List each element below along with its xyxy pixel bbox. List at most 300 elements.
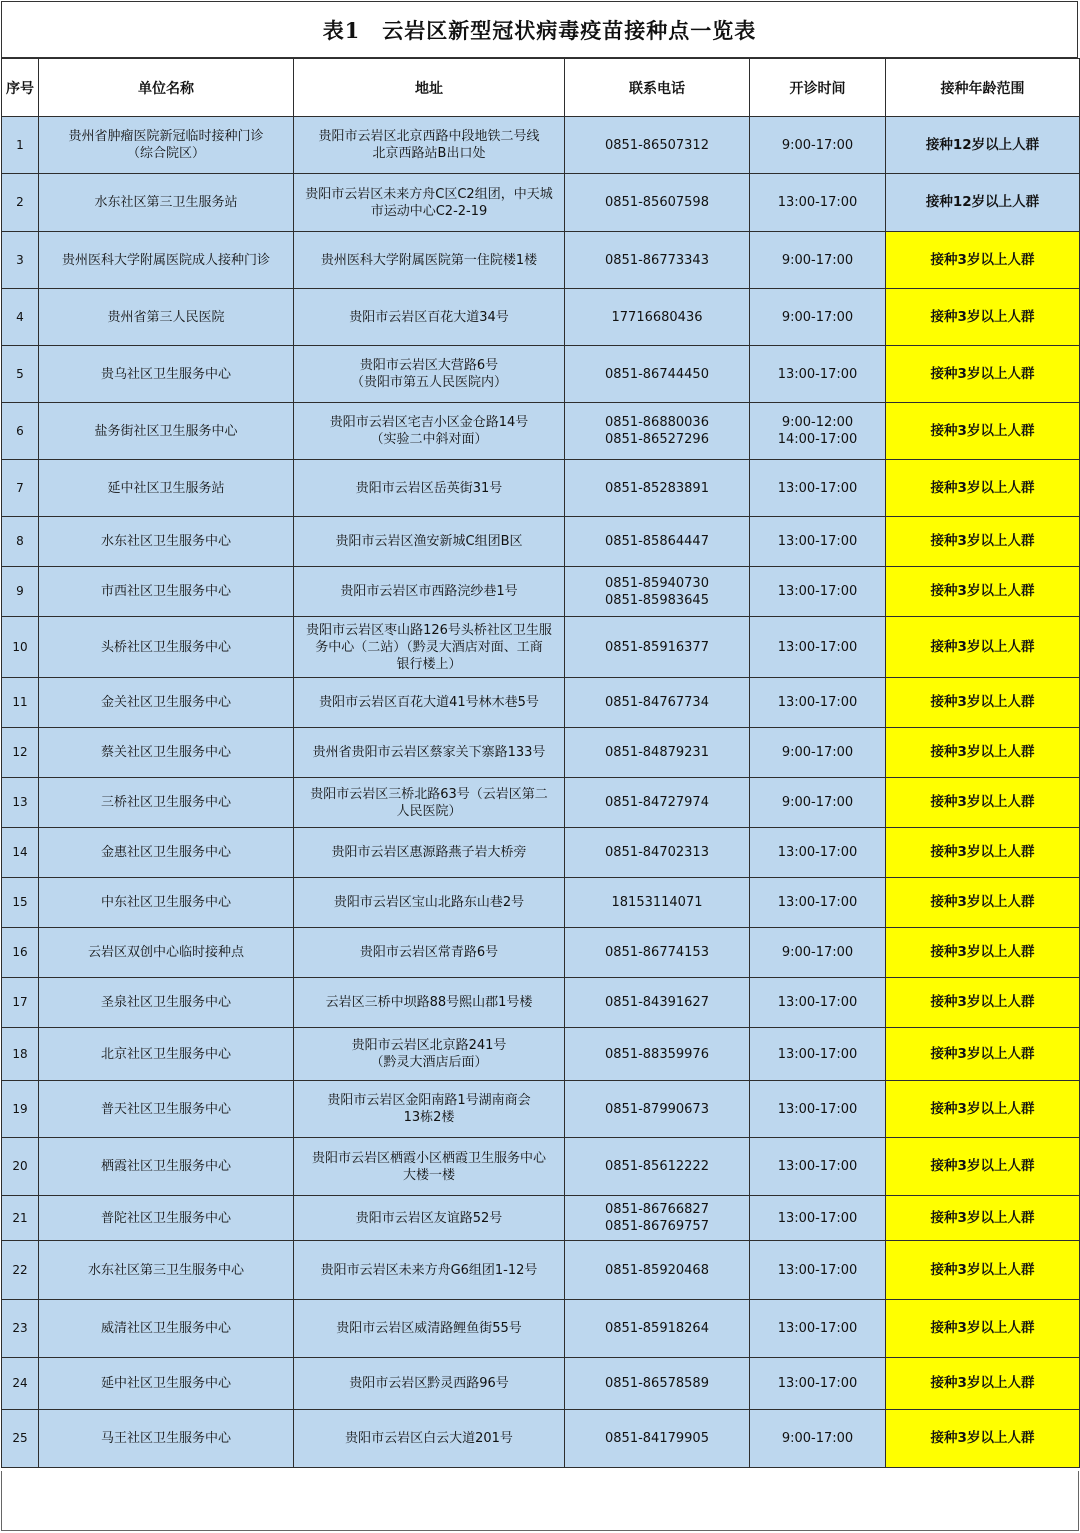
cell-age-range: 接种3岁以上人群 <box>886 1410 1080 1468</box>
cell-unit-name-line: 云岩区双创中心临时接种点 <box>87 945 244 960</box>
cell-address <box>294 289 565 346</box>
cell-seq: 2 <box>2 174 39 232</box>
cell-address-line: 贵州医科大学附属医院第一住院楼1楼 <box>320 252 538 268</box>
cell-address <box>294 828 565 878</box>
cell-phone-line: 0851-84727974 <box>605 795 709 810</box>
cell-address <box>294 460 565 517</box>
cell-unit-name-line: 圣泉社区卫生服务中心 <box>100 995 231 1010</box>
cell-hours-line: 13:00-17:00 <box>777 195 858 210</box>
cell-seq: 21 <box>2 1196 39 1241</box>
cell-unit-name-line: 水东社区卫生服务中心 <box>100 534 231 549</box>
cell-seq: 14 <box>2 828 39 878</box>
cell-phone <box>565 778 750 828</box>
cell-phone-line: 0851-84702313 <box>605 845 709 860</box>
cell-seq: 22 <box>2 1241 39 1300</box>
header-phone: 联系电话 <box>565 59 750 117</box>
cell-address-line: 银行楼上） <box>396 656 462 672</box>
table-row <box>2 517 1080 567</box>
cell-seq: 24 <box>2 1358 39 1410</box>
cell-unit-name-line: 延中社区卫生服务站 <box>107 480 225 496</box>
cell-unit-name-line: 北京社区卫生服务中心 <box>100 1046 231 1062</box>
cell-seq: 8 <box>2 517 39 567</box>
cell-phone <box>565 460 750 517</box>
cell-unit-name <box>39 460 294 517</box>
cell-address-line: 贵阳市云岩区北京西路中段地铁二号线 <box>318 129 540 144</box>
cell-address-line: 人民医院） <box>396 803 462 819</box>
cell-phone-line: 0851-86507312 <box>605 137 709 153</box>
cell-hours <box>750 828 886 878</box>
cell-address <box>294 1410 565 1468</box>
cell-unit-name-line: 金关社区卫生服务中心 <box>100 695 231 710</box>
cell-hours <box>750 117 886 174</box>
cell-address-line: 贵阳市云岩区市西路浣纱巷1号 <box>340 584 518 599</box>
cell-phone-line: 0851-86880036 <box>605 415 709 430</box>
cell-phone <box>565 117 750 174</box>
cell-address-line: 贵州省贵阳市云岩区蔡家关下寨路133号 <box>312 745 546 760</box>
cell-unit-name <box>39 728 294 778</box>
cell-address-line: 贵阳市云岩区未来方舟G6组团1-12号 <box>320 1262 538 1278</box>
cell-hours-line: 13:00-17:00 <box>777 1046 858 1062</box>
table-row <box>2 232 1080 289</box>
cell-hours-line: 13:00-17:00 <box>777 584 858 599</box>
cell-address <box>294 728 565 778</box>
cell-unit-name <box>39 517 294 567</box>
cell-address-line: 贵阳市云岩区常青路6号 <box>359 945 499 960</box>
cell-hours-line: 9:00-17:00 <box>781 309 854 325</box>
cell-phone-line: 0851-85607598 <box>605 195 709 210</box>
cell-hours-line: 13:00-17:00 <box>777 1159 858 1174</box>
cell-phone <box>565 1196 750 1241</box>
table-row <box>2 1358 1080 1410</box>
cell-address-line: 贵阳市云岩区惠源路燕子岩大桥旁 <box>331 845 527 860</box>
table-row <box>2 1300 1080 1358</box>
cell-phone <box>565 1241 750 1300</box>
cell-address-line: 贵阳市云岩区宝山北路东山巷2号 <box>333 895 525 910</box>
cell-address <box>294 1196 565 1241</box>
cell-address <box>294 778 565 828</box>
cell-unit-name-line: 水东社区第三卫生服务中心 <box>87 1262 244 1278</box>
cell-phone <box>565 1028 750 1081</box>
cell-unit-name <box>39 1138 294 1196</box>
cell-unit-name-line: 贵州医科大学附属医院成人接种门诊 <box>61 252 270 268</box>
cell-unit-name-line: 马王社区卫生服务中心 <box>100 1431 231 1446</box>
cell-unit-name-line: 水东社区第三卫生服务站 <box>94 195 238 210</box>
cell-address <box>294 978 565 1028</box>
cell-unit-name-line: 盐务街社区卫生服务中心 <box>94 423 238 439</box>
cell-seq: 9 <box>2 567 39 617</box>
cell-age-range: 接种3岁以上人群 <box>886 828 1080 878</box>
cell-hours <box>750 567 886 617</box>
cell-hours-line: 9:00-17:00 <box>781 1431 854 1446</box>
cell-age-range: 接种3岁以上人群 <box>886 460 1080 517</box>
cell-hours-line: 13:00-17:00 <box>777 1262 858 1278</box>
cell-unit-name <box>39 978 294 1028</box>
cell-unit-name <box>39 346 294 403</box>
table-body <box>2 117 1080 1468</box>
cell-address-line: 贵阳市云岩区未来方舟C区C2组团，中天城 <box>305 186 553 202</box>
cell-hours <box>750 1028 886 1081</box>
table-row <box>2 1196 1080 1241</box>
cell-address-line: 务中心（二站）（黔灵大酒店对面、工商 <box>315 639 543 655</box>
cell-address <box>294 1300 565 1358</box>
table-title: 表1 云岩区新型冠状病毒疫苗接种点一览表 <box>1 1 1078 58</box>
table-row <box>2 678 1080 728</box>
cell-phone <box>565 403 750 460</box>
cell-phone-line: 0851-86527296 <box>605 432 709 447</box>
cell-phone-line: 0851-84879231 <box>605 745 709 760</box>
cell-seq: 23 <box>2 1300 39 1358</box>
cell-hours <box>750 1081 886 1138</box>
cell-phone-line: 0851-85940730 <box>605 575 709 591</box>
cell-age-range: 接种3岁以上人群 <box>886 728 1080 778</box>
cell-address <box>294 346 565 403</box>
cell-address-line: 贵阳市云岩区友谊路52号 <box>355 1210 503 1226</box>
table-row <box>2 117 1080 174</box>
cell-seq: 5 <box>2 346 39 403</box>
cell-hours-line: 13:00-17:00 <box>777 995 858 1010</box>
cell-hours <box>750 1241 886 1300</box>
cell-phone <box>565 517 750 567</box>
cell-age-range: 接种3岁以上人群 <box>886 1081 1080 1138</box>
cell-hours <box>750 346 886 403</box>
cell-phone <box>565 828 750 878</box>
cell-address-line: 贵阳市云岩区渔安新城C组团B区 <box>335 534 523 549</box>
cell-hours-line: 13:00-17:00 <box>777 480 858 496</box>
cell-hours <box>750 928 886 978</box>
cell-age-range: 接种3岁以上人群 <box>886 978 1080 1028</box>
table-row <box>2 928 1080 978</box>
table-row <box>2 828 1080 878</box>
cell-phone <box>565 728 750 778</box>
table-row <box>2 174 1080 232</box>
cell-phone <box>565 617 750 678</box>
cell-address-line: 贵阳市云岩区枣山路126号头桥社区卫生服 <box>306 622 552 638</box>
cell-address-line: 市运动中心C2-2-19 <box>370 203 488 219</box>
cell-phone-line: 0851-88359976 <box>605 1046 709 1062</box>
cell-hours-line: 9:00-17:00 <box>781 137 854 153</box>
cell-unit-name-line: 三桥社区卫生服务中心 <box>100 795 231 810</box>
cell-phone-line: 0851-85918264 <box>605 1321 709 1336</box>
table-row <box>2 1028 1080 1081</box>
cell-phone <box>565 1138 750 1196</box>
table-row <box>2 1410 1080 1468</box>
cell-phone-line: 0851-85612222 <box>605 1159 709 1174</box>
cell-address <box>294 928 565 978</box>
cell-hours <box>750 978 886 1028</box>
cell-age-range: 接种3岁以上人群 <box>886 1358 1080 1410</box>
cell-unit-name <box>39 403 294 460</box>
cell-phone <box>565 1410 750 1468</box>
cell-hours <box>750 403 886 460</box>
cell-seq: 20 <box>2 1138 39 1196</box>
header-address: 地址 <box>294 59 565 117</box>
table-row <box>2 778 1080 828</box>
cell-phone <box>565 1081 750 1138</box>
cell-hours-line: 9:00-17:00 <box>781 795 854 810</box>
cell-unit-name <box>39 678 294 728</box>
cell-seq: 1 <box>2 117 39 174</box>
cell-unit-name <box>39 174 294 232</box>
cell-address-line: 云岩区三桥中坝路88号熙山郡1号楼 <box>325 995 533 1010</box>
cell-seq: 17 <box>2 978 39 1028</box>
cell-seq: 15 <box>2 878 39 928</box>
cell-phone-line: 0851-84179905 <box>605 1431 709 1446</box>
cell-unit-name <box>39 289 294 346</box>
cell-unit-name <box>39 1196 294 1241</box>
cell-seq: 11 <box>2 678 39 728</box>
cell-age-range: 接种3岁以上人群 <box>886 678 1080 728</box>
cell-phone-line: 0851-86766827 <box>605 1202 709 1217</box>
cell-address-line: 贵阳市云岩区百花大道34号 <box>349 309 509 325</box>
cell-phone-line: 0851-87990673 <box>605 1101 709 1117</box>
cell-address <box>294 567 565 617</box>
cell-hours <box>750 1410 886 1468</box>
cell-address <box>294 678 565 728</box>
cell-address-line: 贵阳市云岩区岳英街31号 <box>355 480 503 496</box>
cell-phone-line: 0851-86773343 <box>605 252 709 268</box>
cell-address-line: （实验二中斜对面） <box>370 432 488 447</box>
table-row <box>2 1138 1080 1196</box>
cell-seq: 19 <box>2 1081 39 1138</box>
cell-age-range: 接种12岁以上人群 <box>886 174 1080 232</box>
cell-seq: 18 <box>2 1028 39 1081</box>
cell-hours <box>750 1300 886 1358</box>
cell-hours-line: 13:00-17:00 <box>777 895 858 910</box>
cell-address-line: 贵阳市云岩区宅吉小区金仓路14号 <box>329 415 529 430</box>
cell-unit-name-line: 普陀社区卫生服务中心 <box>100 1210 231 1226</box>
cell-age-range: 接种3岁以上人群 <box>886 617 1080 678</box>
cell-hours-line: 14:00-17:00 <box>777 432 858 447</box>
cell-age-range: 接种3岁以上人群 <box>886 346 1080 403</box>
cell-seq: 13 <box>2 778 39 828</box>
cell-hours-line: 9:00-17:00 <box>781 745 854 760</box>
cell-age-range: 接种3岁以上人群 <box>886 567 1080 617</box>
table-row <box>2 978 1080 1028</box>
cell-unit-name <box>39 1358 294 1410</box>
cell-hours <box>750 1196 886 1241</box>
cell-address <box>294 1028 565 1081</box>
cell-address-line: 贵阳市云岩区三桥北路63号（云岩区第二 <box>310 786 548 802</box>
cell-phone <box>565 1358 750 1410</box>
cell-phone-line: 0851-84767734 <box>605 695 709 710</box>
cell-unit-name <box>39 1300 294 1358</box>
vaccination-sites-table <box>1 58 1080 1468</box>
cell-address <box>294 232 565 289</box>
cell-phone-line: 0851-86744450 <box>605 366 709 382</box>
cell-age-range: 接种3岁以上人群 <box>886 1138 1080 1196</box>
cell-phone-line: 0851-85916377 <box>605 639 709 655</box>
cell-hours-line: 13:00-17:00 <box>777 1101 858 1117</box>
cell-phone-line: 0851-86774153 <box>605 945 709 960</box>
cell-address <box>294 1358 565 1410</box>
cell-hours <box>750 289 886 346</box>
cell-hours-line: 9:00-17:00 <box>781 945 854 960</box>
cell-unit-name <box>39 878 294 928</box>
cell-hours <box>750 617 886 678</box>
cell-address-line: 北京西路站B出口处 <box>372 146 486 161</box>
cell-hours-line: 13:00-17:00 <box>777 366 858 382</box>
cell-age-range: 接种3岁以上人群 <box>886 232 1080 289</box>
cell-hours-line: 13:00-17:00 <box>777 695 858 710</box>
cell-unit-name-line: 金惠社区卫生服务中心 <box>100 845 231 860</box>
table-row <box>2 567 1080 617</box>
cell-seq: 12 <box>2 728 39 778</box>
cell-hours-line: 13:00-17:00 <box>777 845 858 860</box>
cell-unit-name-line: 中东社区卫生服务中心 <box>100 895 231 910</box>
cell-hours-line: 13:00-17:00 <box>777 534 858 549</box>
blank-footer <box>1 1471 1079 1531</box>
cell-phone <box>565 928 750 978</box>
table-row <box>2 460 1080 517</box>
cell-hours <box>750 878 886 928</box>
cell-unit-name-line: 市西社区卫生服务中心 <box>100 584 231 599</box>
table-row <box>2 617 1080 678</box>
cell-hours-line: 9:00-17:00 <box>781 252 854 268</box>
header-row <box>2 59 1080 117</box>
header-unit-name: 单位名称 <box>39 59 294 117</box>
cell-unit-name <box>39 828 294 878</box>
cell-phone-line: 17716680436 <box>611 309 703 325</box>
cell-address-line: 贵阳市云岩区百花大道41号林木巷5号 <box>319 695 539 710</box>
cell-unit-name <box>39 232 294 289</box>
cell-unit-name-line: 贵州省第三人民医院 <box>107 309 225 325</box>
cell-address-line: 贵阳市云岩区白云大道201号 <box>345 1431 513 1446</box>
cell-unit-name <box>39 567 294 617</box>
cell-phone-line: 0851-85864447 <box>605 534 709 549</box>
cell-unit-name <box>39 617 294 678</box>
cell-hours <box>750 1138 886 1196</box>
cell-unit-name-line: （综合院区） <box>126 146 205 161</box>
cell-phone <box>565 678 750 728</box>
cell-seq: 6 <box>2 403 39 460</box>
cell-unit-name-line: 普天社区卫生服务中心 <box>100 1101 231 1117</box>
cell-age-range: 接种3岁以上人群 <box>886 1241 1080 1300</box>
cell-address <box>294 878 565 928</box>
cell-hours-line: 13:00-17:00 <box>777 1210 858 1226</box>
cell-unit-name-line: 栖霞社区卫生服务中心 <box>100 1159 231 1174</box>
cell-phone <box>565 978 750 1028</box>
cell-age-range: 接种3岁以上人群 <box>886 403 1080 460</box>
cell-hours <box>750 728 886 778</box>
header-seq: 序号 <box>2 59 39 117</box>
cell-phone <box>565 878 750 928</box>
cell-address-line: 贵阳市云岩区金阳南路1号湖南商会 <box>327 1093 531 1108</box>
cell-phone <box>565 1300 750 1358</box>
cell-hours <box>750 778 886 828</box>
table-row <box>2 403 1080 460</box>
cell-hours <box>750 174 886 232</box>
cell-age-range: 接种3岁以上人群 <box>886 778 1080 828</box>
cell-unit-name-line: 威清社区卫生服务中心 <box>100 1321 231 1336</box>
cell-unit-name-line: 贵州省肿瘤医院新冠临时接种门诊 <box>68 129 264 144</box>
table-row <box>2 1081 1080 1138</box>
cell-unit-name-line: 延中社区卫生服务中心 <box>100 1376 231 1391</box>
table-row <box>2 289 1080 346</box>
cell-address <box>294 617 565 678</box>
cell-address <box>294 1241 565 1300</box>
cell-unit-name-line: 蔡关社区卫生服务中心 <box>100 745 231 760</box>
cell-address <box>294 1138 565 1196</box>
cell-seq: 7 <box>2 460 39 517</box>
cell-phone-line: 0851-85283891 <box>605 480 709 496</box>
cell-unit-name <box>39 1081 294 1138</box>
cell-address-line: 13栋2楼 <box>403 1110 455 1125</box>
cell-hours-line: 13:00-17:00 <box>777 1376 858 1391</box>
cell-phone-line: 0851-85983645 <box>605 592 709 608</box>
cell-unit-name-line: 贵乌社区卫生服务中心 <box>100 366 231 382</box>
cell-address-line: 贵阳市云岩区威清路鲤鱼街55号 <box>336 1321 522 1336</box>
cell-age-range: 接种3岁以上人群 <box>886 1028 1080 1081</box>
cell-phone <box>565 346 750 403</box>
cell-hours-line: 9:00-12:00 <box>781 415 854 430</box>
cell-age-range: 接种3岁以上人群 <box>886 878 1080 928</box>
cell-unit-name <box>39 1241 294 1300</box>
cell-phone <box>565 232 750 289</box>
cell-unit-name <box>39 778 294 828</box>
cell-unit-name <box>39 117 294 174</box>
cell-hours <box>750 1358 886 1410</box>
table-row <box>2 878 1080 928</box>
cell-phone <box>565 289 750 346</box>
cell-seq: 25 <box>2 1410 39 1468</box>
cell-age-range: 接种3岁以上人群 <box>886 928 1080 978</box>
cell-hours <box>750 517 886 567</box>
cell-address-line: 贵阳市云岩区黔灵西路96号 <box>349 1376 509 1391</box>
cell-age-range: 接种3岁以上人群 <box>886 517 1080 567</box>
cell-phone-line: 0851-86769757 <box>605 1219 709 1234</box>
cell-seq: 3 <box>2 232 39 289</box>
cell-address <box>294 174 565 232</box>
cell-hours <box>750 232 886 289</box>
cell-address-line: 贵阳市云岩区大营路6号 <box>359 358 499 373</box>
header-age-range: 接种年龄范围 <box>886 59 1080 117</box>
cell-hours-line: 13:00-17:00 <box>777 1321 858 1336</box>
header-hours: 开诊时间 <box>750 59 886 117</box>
cell-address-line: 贵阳市云岩区北京路241号 <box>351 1038 507 1053</box>
cell-phone-line: 18153114071 <box>611 895 703 910</box>
table-row <box>2 1241 1080 1300</box>
cell-address <box>294 1081 565 1138</box>
cell-unit-name-line: 头桥社区卫生服务中心 <box>100 639 231 655</box>
cell-address-line: （黔灵大酒店后面） <box>370 1055 488 1070</box>
cell-age-range: 接种3岁以上人群 <box>886 1196 1080 1241</box>
cell-hours-line: 13:00-17:00 <box>777 639 858 655</box>
cell-unit-name <box>39 1410 294 1468</box>
cell-address <box>294 117 565 174</box>
cell-phone-line: 0851-84391627 <box>605 995 709 1010</box>
cell-hours <box>750 460 886 517</box>
cell-address <box>294 517 565 567</box>
cell-address-line: 大楼一楼 <box>402 1167 455 1183</box>
cell-age-range: 接种3岁以上人群 <box>886 289 1080 346</box>
cell-unit-name <box>39 928 294 978</box>
cell-phone <box>565 174 750 232</box>
cell-age-range: 接种12岁以上人群 <box>886 117 1080 174</box>
cell-address <box>294 403 565 460</box>
cell-phone <box>565 567 750 617</box>
cell-seq: 16 <box>2 928 39 978</box>
cell-phone-line: 0851-85920468 <box>605 1262 709 1278</box>
cell-seq: 10 <box>2 617 39 678</box>
cell-age-range: 接种3岁以上人群 <box>886 1300 1080 1358</box>
cell-address-line: 贵阳市云岩区栖霞小区栖霞卫生服务中心 <box>311 1150 546 1166</box>
cell-address-line: （贵阳市第五人民医院内） <box>350 375 507 390</box>
table-row <box>2 728 1080 778</box>
cell-seq: 4 <box>2 289 39 346</box>
cell-hours <box>750 678 886 728</box>
cell-phone-line: 0851-86578589 <box>605 1376 709 1391</box>
cell-unit-name <box>39 1028 294 1081</box>
